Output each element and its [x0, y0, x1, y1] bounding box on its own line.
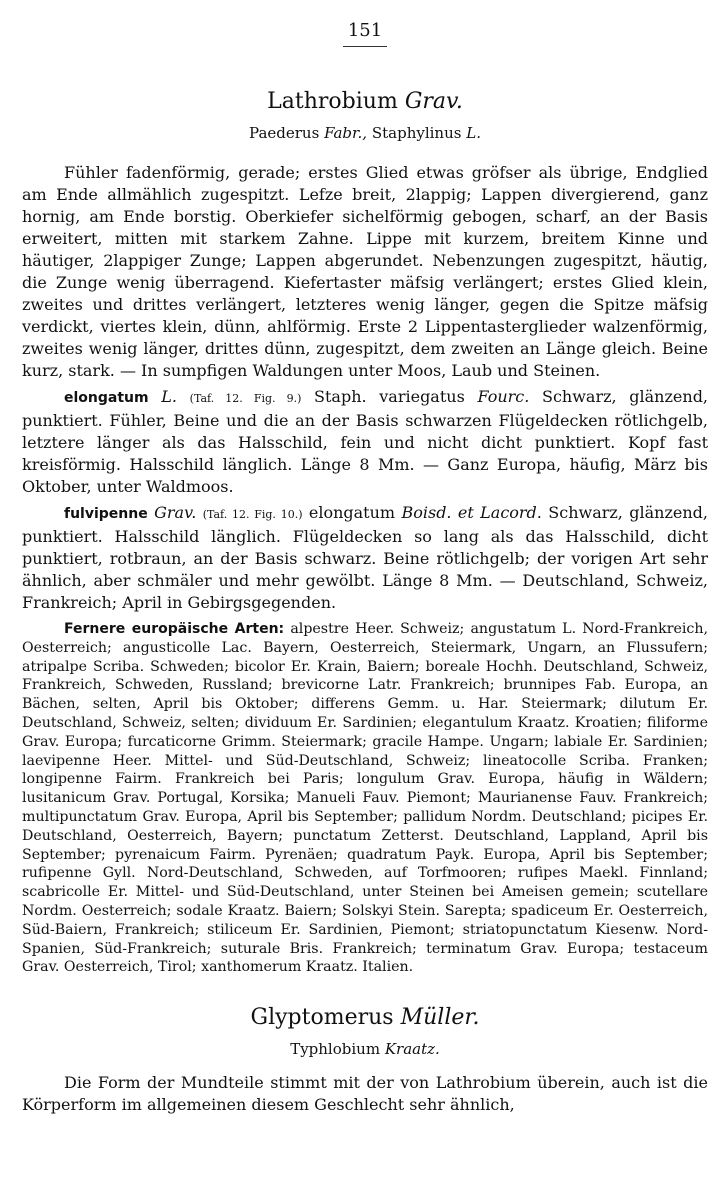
genus-description: Fühler fadenförmig, gerade; erstes Glied etwas gröfser als übrige, Endglied am Ende allmählich zugespitzt. Lefze breit, 2lappig; Lappen divergierend, ganz hornig, am Ende borstig. Oberkiefer sichelförmig gebogen, scharf, an der Basis erweitert, mitten mit starkem Zahne. Lippe mit kurzem, breitem Kinne und häutiger, 2lappiger Zunge; Lappen abgerundet. Nebenzungen zugespitzt, häutig, die Zunge wenig überragend. Kiefertaster mäfsig verlängert; erstes Glied klein, zweites und drittes verlängert, letzteres wenig länger, gegen die Spitze mäfsig verdickt, viertes klein, dünn, ahlförmig. Erste 2 Lippentasterglieder walzenförmig, zweites wenig länger, drittes dünn, zugespitzt, dem zweiten an Länge gleich. Beine kurz, stark. — In sumpfigen Waldungen unter Moos, Laub und Steinen.: [22, 163, 708, 380]
species-name: fulvipenne: [64, 506, 148, 522]
genus-synonyms: [22, 124, 708, 142]
synonym-name: Paederus: [249, 124, 320, 142]
synonym-name: Typhlobium: [290, 1040, 381, 1059]
species-entry-fulvipenne: [22, 502, 708, 614]
species-synonym: Staph. variegatus: [314, 387, 465, 406]
species-description: Schwarz, glänzend, punktiert. Halsschild länglich. Flügeldecken so lang als das Halsschild, dicht punktiert, rotbraun, an der Basis schwarz. Beine rötlichgelb; der vorigen Art sehr ähnlich, aber schmäler und mehr gewölbt. Länge 8 Mm. — Deutschland, Schweiz, Frankreich; April in Gebirgsgegenden.: [22, 503, 708, 612]
synonym-author: L.: [466, 124, 481, 142]
plate-reference: (Taf. 12. Fig. 10.): [202, 508, 303, 521]
species-synonym-author: Boisd. et Lacord.: [401, 503, 542, 522]
species-synonym-author: Fourc.: [477, 387, 530, 406]
other-species-heading: Fernere europäische Arten:: [64, 621, 285, 637]
genus-heading-2: [22, 1005, 708, 1030]
genus-name: Glyptomerus: [250, 1005, 394, 1031]
synonym-author: Kraatz.: [384, 1040, 440, 1059]
genus-author: Müller.: [400, 1005, 480, 1031]
synonym-author: Fabr.,: [324, 124, 368, 142]
genus-synonyms-2: [22, 1040, 708, 1058]
synonym-name: Staphylinus: [371, 124, 462, 142]
header-rule: [343, 46, 387, 47]
species-entry-elongatum: [22, 386, 708, 498]
other-species-list: alpestre Heer. Schweiz; angustatum L. Nord-Frankreich, Oesterreich; angusticolle Lac. Bayern, Oesterreich, Steiermark, Ungarn, an Flussufern; atripalpe Scriba. Schweden; bicolor Er. Krain, Baiern; boreale Hochh. Deutschland, Schweiz, Frankreich, Schweden, Russland; brevicorne Latr. Frankreich; brunnipes Fab. Europa, an Bächen, selten, April bis Oktober; differens Gemm. u. Har. Steiermark; dilutum Er. Deutschland, Schweiz, selten; dividuum Er. Sardinien; elegantulum Kraatz. Kroatien; filiforme Grav. Europa; furcaticorne Grimm. Steiermark; gracile Hampe. Ungarn; labiale Er. Sardinien; laevipenne Heer. Mittel- und Süd-Deutschland, Schweiz; lineatocolle Scriba. Franken; longipenne Fairm. Frankreich bei Paris; longulum Grav. Europa, häufig in Wäldern; lusitanicum Grav. Portugal, Korsika; Manueli Fauv. Piemont; Maurianense Fauv. Frankreich; multipunctatum Grav. Europa, April bis September; pallidum Nordm. Deutschland; picipes Er. Deutschland, Oesterreich, Bayern; punctatum Zetterst. Deutschland, Lappland, April bis September; pyrenaicum Fairm. Pyrenäen; quadratum Payk. Europa, April bis September; rufipenne Gyll. Nord-Deutschland, Schweden, auf Torfmooren; rufipes Maekl. Finnland; scabricolle Er. Mittel- und Süd-Deutschland, unter Steinen bei Ameisen gemein; scutellare Nordm. Oesterreich; sodale Kraatz. Baiern; Solskyi Stein. Sarepta; spadiceum Er. Oesterreich, Süd-Baiern, Frankreich; stiliceum Er. Sardinien, Piemont; striatopunctatum Kiesenw. Nord-Spanien, Süd-Frankreich; suturale Bris. Frankreich; terminatum Grav. Europa; testaceum Grav. Oesterreich, Tirol; xanthomerum Kraatz. Italien.: [22, 621, 709, 976]
genus-description-2: Die Form der Mundteile stimmt mit der von Lathrobium überein, auch ist die Körperform im allgemeinen diesem Geschlecht sehr ähnlich,: [22, 1073, 708, 1115]
page-number: 151: [347, 20, 383, 41]
species-author: Grav.: [154, 503, 197, 522]
genus-author: Grav.: [404, 89, 463, 114]
species-name: elongatum: [64, 390, 149, 406]
other-species-paragraph: [22, 620, 708, 977]
species-author: L.: [161, 387, 177, 406]
species-synonym: elongatum: [308, 503, 396, 522]
genus-name: Lathrobium: [267, 89, 398, 114]
species-description: Schwarz, glänzend, punktiert. Fühler, Beine und die an der Basis schwarzen Flügeldecken rötlichgelb, letztere länger als das Halsschild, fein und nicht dicht punktiert. Kopf fast kreisförmig. Halsschild länglich. Länge 8 Mm. — Ganz Europa, häufig, März bis Oktober, unter Waldmoos.: [22, 387, 709, 496]
plate-reference: (Taf. 12. Fig. 9.): [189, 392, 302, 405]
genus-heading: [22, 89, 708, 114]
